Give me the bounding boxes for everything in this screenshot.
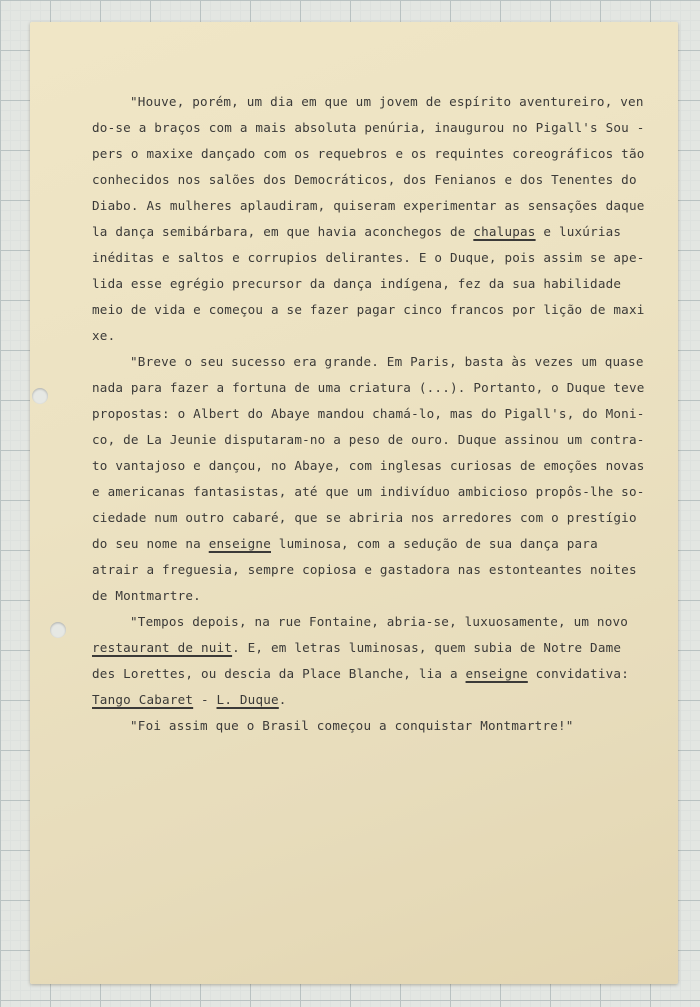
text-line: do-se a braços com a mais absoluta penúria, inaugurou no Pigall's Sou - [92, 120, 645, 135]
text-line: meio de vida e começou a se fazer pagar cinco francos por lição de maxi [92, 302, 645, 317]
text-segment: convidativa: [527, 666, 629, 681]
text-segment: des Lorettes, ou descia da Place Blanche, lia a [92, 666, 466, 681]
text-line: co, de La Jeunie disputaram-no a peso de ouro. Duque assinou um contra- [92, 432, 645, 447]
text-line: lida esse egrégio precursor da dança indígena, fez da sua habilidade [92, 276, 622, 291]
text-line: pers o maxixe dançado com os requebros e os requintes coreográficos tão [92, 146, 645, 161]
underlined-word: chalupas [473, 224, 536, 239]
underlined-phrase: restaurant de nuit [92, 640, 233, 655]
text-line [92, 687, 652, 713]
text-line: conhecidos nos salões dos Democráticos, dos Fenianos e dos Tenentes do [92, 172, 637, 187]
punch-hole-top [32, 388, 48, 404]
text-line: to vantajoso e dançou, no Abaye, com inglesas curiosas de emoções novas [92, 458, 645, 473]
text-line: "Tempos depois, na rue Fontaine, abria-se, luxuosamente, um novo [130, 614, 629, 629]
typed-text [92, 89, 652, 739]
text-segment: . E, em letras luminosas, quem subia de Notre Dame [232, 640, 622, 655]
text-line: ciedade num outro cabaré, que se abriria nos arredores com o prestígio [92, 510, 637, 525]
text-segment: - [193, 692, 217, 707]
text-line: "Foi assim que o Brasil começou a conquistar Montmartre!" [130, 718, 574, 733]
underlined-phrase: L. Duque [216, 692, 279, 707]
text-line: nada para fazer a fortuna de uma criatura (...). Portanto, o Duque teve [92, 380, 645, 395]
text-line: propostas: o Albert do Abaye mandou chamá-lo, mas do Pigall's, do Moni- [92, 406, 645, 421]
text-line: inéditas e saltos e corrupios delirantes. E o Duque, pois assim se ape- [92, 250, 645, 265]
text-segment: luminosa, com a sedução de sua dança para [271, 536, 598, 551]
text-line: atrair a freguesia, sempre copiosa e gastadora nas estonteantes noites [92, 562, 637, 577]
punch-hole-bottom [50, 622, 66, 638]
text-line: xe. [92, 328, 116, 343]
underlined-word: enseigne [465, 666, 528, 681]
text-line [92, 635, 652, 661]
underlined-phrase: Tango Cabaret [92, 692, 194, 707]
text-line [92, 661, 652, 687]
text-line: "Breve o seu sucesso era grande. Em Paris, basta às vezes um quase [130, 354, 644, 369]
text-line [92, 531, 652, 557]
text-line: de Montmartre. [92, 588, 201, 603]
text-segment: la dança semibárbara, em que havia aconchegos de [92, 224, 474, 239]
text-line: e americanas fantasistas, até que um indivíduo ambicioso propôs-lhe so- [92, 484, 645, 499]
text-segment: . [278, 692, 287, 707]
text-segment: do seu nome na [92, 536, 209, 551]
text-segment: e luxúrias [535, 224, 622, 239]
underlined-word: enseigne [208, 536, 271, 551]
text-line [92, 219, 652, 245]
text-line: Diabo. As mulheres aplaudiram, quiseram experimentar as sensações daque [92, 198, 645, 213]
text-line: "Houve, porém, um dia em que um jovem de espírito aventureiro, ven [130, 94, 644, 109]
